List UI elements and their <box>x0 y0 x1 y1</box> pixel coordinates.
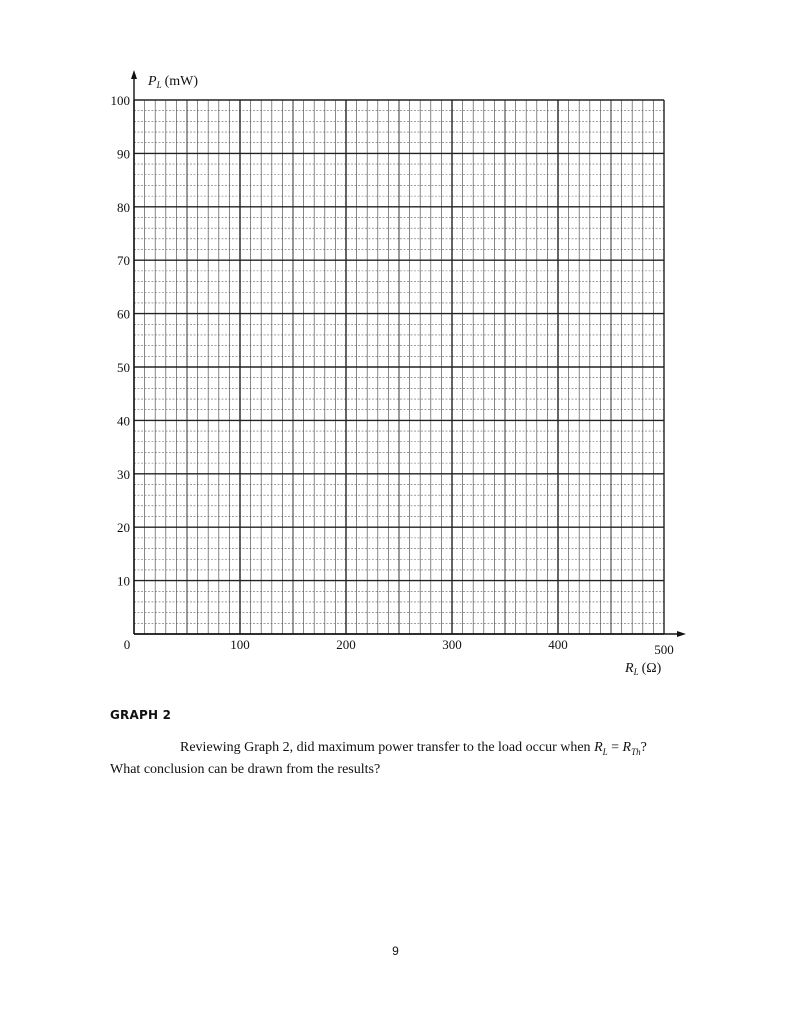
x-axis-label: $R_L$ (Ω) <box>625 661 662 677</box>
x-tick-label: 0 <box>123 637 131 652</box>
y-tick-label: 60 <box>117 306 130 322</box>
tick-labels <box>111 93 674 657</box>
x-axis-arrow <box>677 631 686 637</box>
question-line-1: Reviewing Graph 2, did maximum power transfer to the load occur when $R_L = R_{Th}$? <box>180 740 647 757</box>
x-tick-label: 100 <box>230 637 250 652</box>
x-tick-label: 300 <box>442 637 462 652</box>
y-axis-arrow <box>131 70 137 79</box>
y-tick-label: 50 <box>117 360 130 375</box>
y-axis-label: $P_L$ (mW) <box>148 74 199 90</box>
graph-caption: GRAPH 2 <box>110 708 172 722</box>
y-tick-label: 80 <box>117 199 130 215</box>
page-number: 9 <box>392 944 399 958</box>
x-tick-label: 200 <box>336 637 356 652</box>
y-tick-label: 90 <box>117 146 130 162</box>
y-tick-label: 70 <box>117 253 130 269</box>
y-tick-label: 30 <box>117 466 130 482</box>
y-tick-label: 10 <box>117 573 130 589</box>
y-tick-label: 40 <box>117 413 130 429</box>
y-tick-label: 100 <box>110 93 130 108</box>
question-line-2: What conclusion can be drawn from the results? <box>110 761 381 777</box>
x-tick-label: 500 <box>654 642 674 657</box>
axes <box>131 70 686 637</box>
x-tick-label: 400 <box>548 637 568 652</box>
question-text <box>110 739 690 778</box>
y-tick-label: 20 <box>117 520 130 536</box>
